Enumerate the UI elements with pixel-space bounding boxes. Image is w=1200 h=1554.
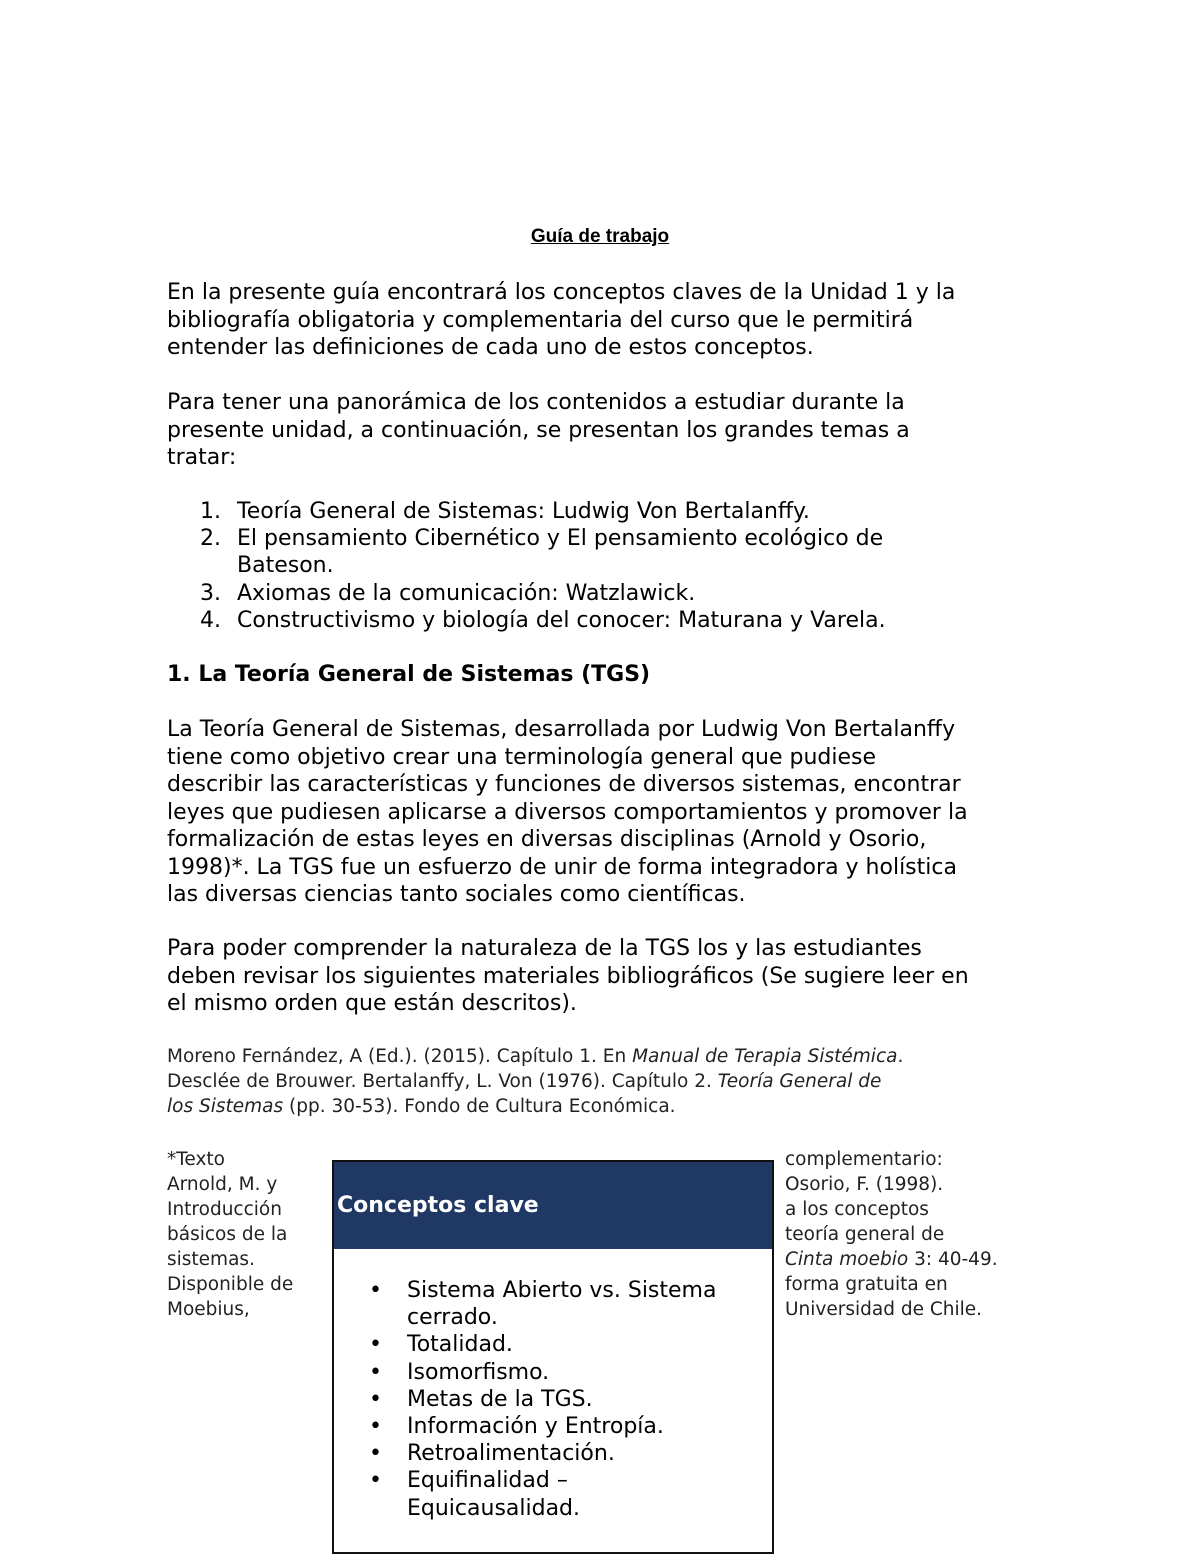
text-line: leyes que pudiesen aplicarse a diversos comportamientos y promover la (167, 799, 968, 825)
text-line: presente unidad, a continuación, se presentan los grandes temas a (167, 417, 910, 443)
journal-title: Cinta moebio (785, 1249, 909, 1270)
text-line: describir las características y funciones de diversos sistemas, encontrar (167, 772, 961, 797)
topic-number: 2. (200, 526, 221, 552)
overview-paragraph (167, 389, 1047, 472)
concept-item (334, 1386, 764, 1413)
bullet-icon: • (369, 1441, 382, 1467)
footnote-right (785, 1147, 1055, 1322)
topic-item (167, 607, 967, 634)
bibliography-reference (167, 1044, 1027, 1119)
topic-number: 4. (200, 607, 221, 633)
topic-item (167, 498, 967, 525)
footnote-line: Moebius, (167, 1299, 250, 1320)
footnote-line: teoría general de (785, 1224, 945, 1245)
text-line: las diversas ciencias tanto sociales como científicas. (167, 882, 746, 907)
reference-text: Desclée de Brouwer. Bertalanffy, L. Von (1976). Capítulo 2. (167, 1071, 718, 1092)
text-line: Para poder comprender la naturaleza de la TGS los y las estudiantes (167, 936, 922, 961)
footnote-line: forma gratuita en (785, 1274, 948, 1295)
text-line: tratar: (167, 445, 237, 470)
reference-text: . (897, 1046, 904, 1067)
footnote-line: Universidad de Chile. (785, 1299, 983, 1320)
footnote-line: Osorio, F. (1998). (785, 1174, 944, 1195)
concept-text: cerrado. (407, 1305, 498, 1331)
concept-item (334, 1413, 764, 1440)
concept-text: Isomorfismo. (407, 1359, 550, 1385)
topics-list (167, 498, 967, 634)
topic-text: Bateson. (237, 553, 334, 579)
reference-text: Moreno Fernández, A (Ed.). (2015). Capítulo 1. En (167, 1046, 633, 1067)
reference-text: (pp. 30-53). Fondo de Cultura Económica. (283, 1096, 676, 1117)
key-concepts-list (334, 1277, 764, 1522)
concept-item (334, 1440, 764, 1467)
bullet-icon: • (369, 1414, 382, 1440)
text-line: entender las definiciones de cada uno de estos conceptos. (167, 335, 814, 360)
bullet-icon: • (369, 1332, 382, 1358)
intro-paragraph (167, 279, 1047, 362)
topic-number: 3. (200, 580, 221, 606)
bullet-icon: • (369, 1468, 382, 1494)
materials-paragraph (167, 935, 1047, 1018)
book-title: Manual de Terapia Sistémica (632, 1046, 898, 1067)
footnote-line: Introducción (167, 1199, 282, 1220)
footnote-line: complementario: (785, 1149, 943, 1170)
concept-text: Totalidad. (407, 1332, 513, 1358)
reference-line (167, 1044, 1027, 1069)
concept-text: Retroalimentación. (407, 1441, 615, 1467)
footnote-line: básicos de la (167, 1224, 288, 1245)
section-heading: 1. La Teoría General de Sistemas (TGS) (167, 662, 651, 687)
topic-text: El pensamiento Cibernético y El pensamiento ecológico de (237, 526, 884, 552)
topic-text: Constructivismo y biología del conocer: Maturana y Varela. (237, 607, 886, 633)
footnote-line (785, 1247, 1055, 1272)
reference-line (167, 1094, 1027, 1119)
footnote-line: sistemas. (167, 1249, 255, 1270)
bullet-icon: • (369, 1359, 382, 1385)
footnote-line: a los conceptos (785, 1199, 929, 1220)
key-concepts-header: Conceptos clave (334, 1162, 772, 1249)
topic-text: Teoría General de Sistemas: Ludwig Von Bertalanffy. (237, 499, 810, 524)
footnote-line: Disponible de (167, 1274, 294, 1295)
book-title: los Sistemas (167, 1096, 284, 1117)
topic-item (167, 580, 967, 607)
topic-text: Axiomas de la comunicación: Watzlawick. (237, 580, 696, 606)
text-line: el mismo orden que están descritos). (167, 991, 577, 1016)
journal-issue: 3: 40-49. (908, 1249, 998, 1270)
text-line: 1998)*. La TGS fue un esfuerzo de unir de forma integradora y holística (167, 854, 957, 880)
text-line: Para tener una panorámica de los contenidos a estudiar durante la (167, 390, 905, 415)
key-concepts-box (332, 1160, 774, 1554)
text-line: En la presente guía encontrará los conceptos claves de la Unidad 1 y la (167, 280, 956, 305)
text-line: tiene como objetivo crear una terminología general que pudiese (167, 744, 876, 770)
text-line: bibliografía obligatoria y complementaria del curso que le permitirá (167, 307, 914, 333)
concept-text: Información y Entropía. (407, 1414, 664, 1440)
footnote-line: Arnold, M. y (167, 1174, 278, 1195)
reference-line (167, 1069, 1027, 1094)
concept-item (334, 1331, 764, 1358)
footnote-line: *Texto (167, 1149, 225, 1170)
bullet-icon: • (369, 1278, 382, 1303)
concept-text: Equicausalidad. (407, 1495, 581, 1521)
book-title: Teoría General de (717, 1071, 882, 1092)
tgs-paragraph (167, 716, 1047, 909)
concept-text: Sistema Abierto vs. Sistema (407, 1278, 717, 1303)
page-title: Guía de trabajo (530, 226, 670, 247)
text-line: deben revisar los siguientes materiales bibliográficos (Se sugiere leer en (167, 963, 969, 989)
topic-item (167, 525, 967, 579)
footnote-left (167, 1147, 327, 1322)
concept-item (334, 1467, 764, 1521)
bullet-icon: • (369, 1386, 382, 1412)
text-line: formalización de estas leyes en diversas disciplinas (Arnold y Osorio, (167, 827, 927, 852)
concept-item (334, 1277, 764, 1331)
concept-text: Equifinalidad – (407, 1468, 568, 1494)
concept-item (334, 1359, 764, 1386)
topic-number: 1. (200, 499, 221, 524)
concept-text: Metas de la TGS. (407, 1386, 593, 1412)
text-line: La Teoría General de Sistemas, desarrollada por Ludwig Von Bertalanffy (167, 717, 956, 742)
